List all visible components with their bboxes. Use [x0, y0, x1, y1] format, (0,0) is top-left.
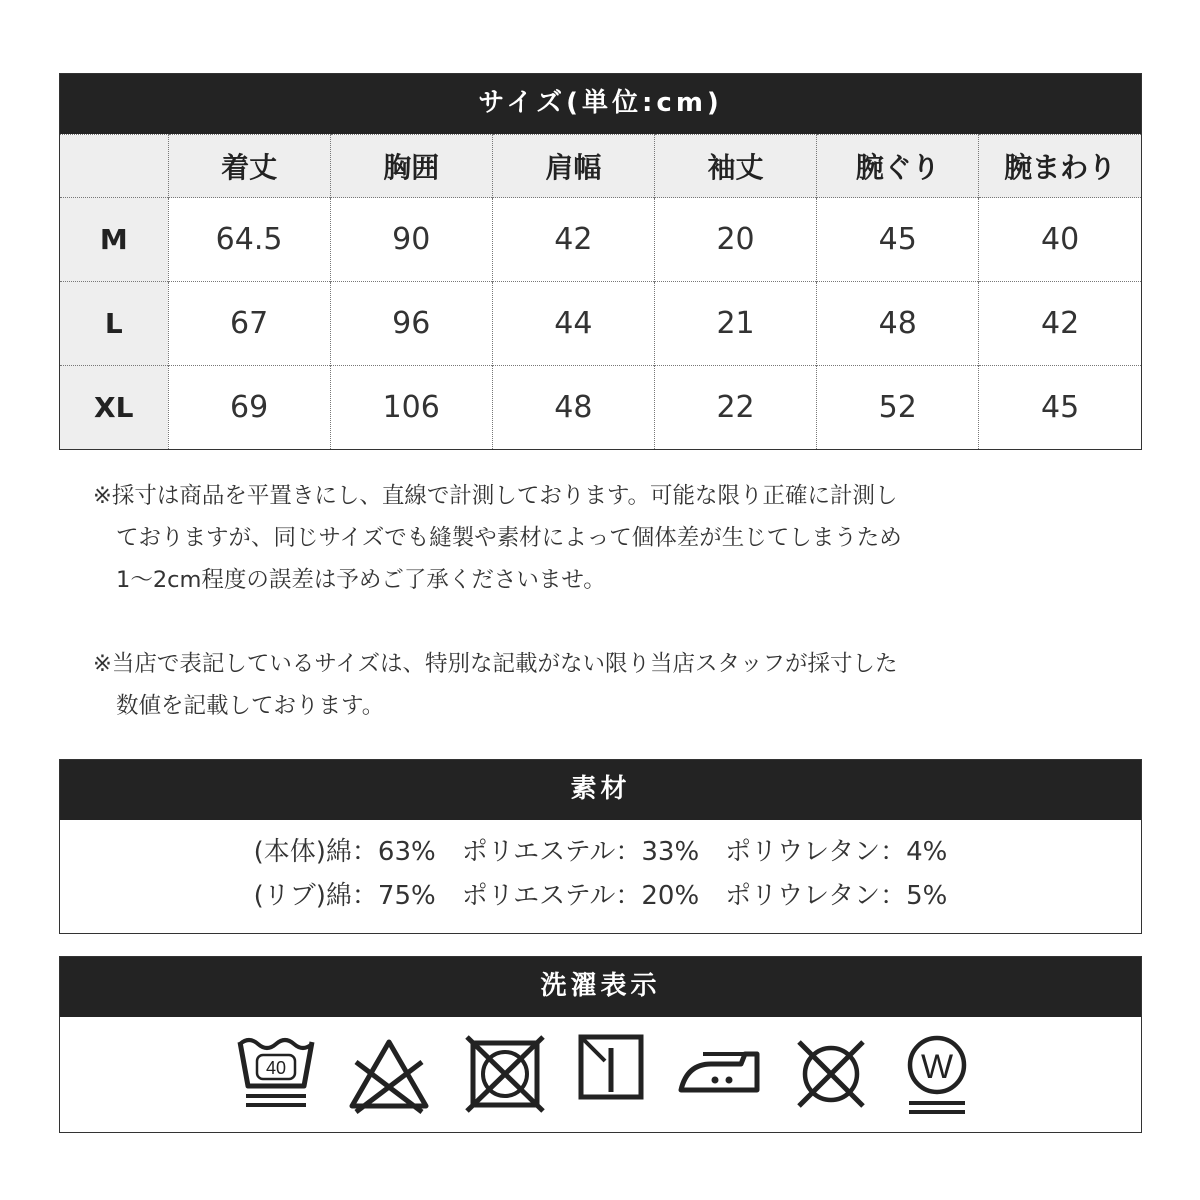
table-row	[60, 366, 1141, 450]
wet-clean-label: W	[920, 1048, 954, 1086]
column-header: 着丈	[168, 135, 330, 198]
column-header: 肩幅	[492, 135, 654, 198]
row-size-label: M	[60, 198, 168, 282]
note-line: ※採寸は商品を平置きにし、直線で計測しております。可能な限り正確に計測し	[93, 483, 898, 509]
table-cell: 48	[492, 366, 654, 450]
table-cell: 67	[168, 282, 330, 366]
table-cell: 42	[979, 282, 1141, 366]
table-cell: 64.5	[168, 198, 330, 282]
measurement-note	[93, 475, 1073, 601]
no-bleach-icon	[348, 1034, 430, 1114]
table-cell: 106	[330, 366, 492, 450]
column-header: 袖丈	[654, 135, 816, 198]
line-dry-shade-icon	[578, 1034, 644, 1100]
size-table-header-row	[60, 135, 1141, 198]
size-section-title: サイズ(単位:cm)	[60, 74, 1141, 134]
washing-section-title: 洗濯表示	[60, 957, 1141, 1017]
row-size-label: L	[60, 282, 168, 366]
note-line: 数値を記載しております。	[116, 693, 385, 719]
column-header: 胸囲	[330, 135, 492, 198]
no-dry-clean-icon	[791, 1034, 871, 1114]
table-cell: 45	[817, 198, 979, 282]
care-icons	[60, 1017, 1141, 1132]
table-cell: 40	[979, 198, 1141, 282]
table-cell: 21	[654, 282, 816, 366]
size-table-corner	[60, 135, 168, 198]
table-cell: 42	[492, 198, 654, 282]
table-cell: 48	[817, 282, 979, 366]
table-cell: 44	[492, 282, 654, 366]
staff-measure-note	[93, 643, 1073, 727]
table-row	[60, 282, 1141, 366]
size-table	[60, 134, 1141, 449]
material-panel	[59, 759, 1142, 934]
row-size-label: XL	[60, 366, 168, 450]
table-cell: 69	[168, 366, 330, 450]
no-tumble-dry-icon	[465, 1034, 545, 1114]
wash-40-icon	[236, 1034, 316, 1112]
note-line: 1～2cm程度の誤差は予めご了承くださいませ。	[116, 567, 606, 593]
column-header: 腕まわり	[979, 135, 1141, 198]
table-cell: 22	[654, 366, 816, 450]
wash-temp-label: 40	[265, 1058, 287, 1078]
table-cell: 90	[330, 198, 492, 282]
table-cell: 20	[654, 198, 816, 282]
wet-clean-gentle-icon	[904, 1034, 970, 1120]
note-line: ておりますが、同じサイズでも縫製や素材によって個体差が生じてしまうため	[116, 525, 902, 551]
iron-medium-icon	[677, 1034, 761, 1102]
material-body	[60, 820, 1141, 918]
material-line-body: (本体)綿：63% ポリエステル：33% ポリウレタン：4%	[253, 837, 948, 867]
table-cell: 96	[330, 282, 492, 366]
washing-panel	[59, 956, 1142, 1133]
table-row	[60, 198, 1141, 282]
table-cell: 52	[817, 366, 979, 450]
table-cell: 45	[979, 366, 1141, 450]
note-line: ※当店で表記しているサイズは、特別な記載がない限り当店スタッフが採寸した	[93, 651, 898, 677]
material-line-rib: (リブ)綿：75% ポリエステル：20% ポリウレタン：5%	[253, 881, 948, 911]
column-header: 腕ぐり	[817, 135, 979, 198]
material-section-title: 素材	[60, 760, 1141, 820]
size-table-panel	[59, 73, 1142, 450]
